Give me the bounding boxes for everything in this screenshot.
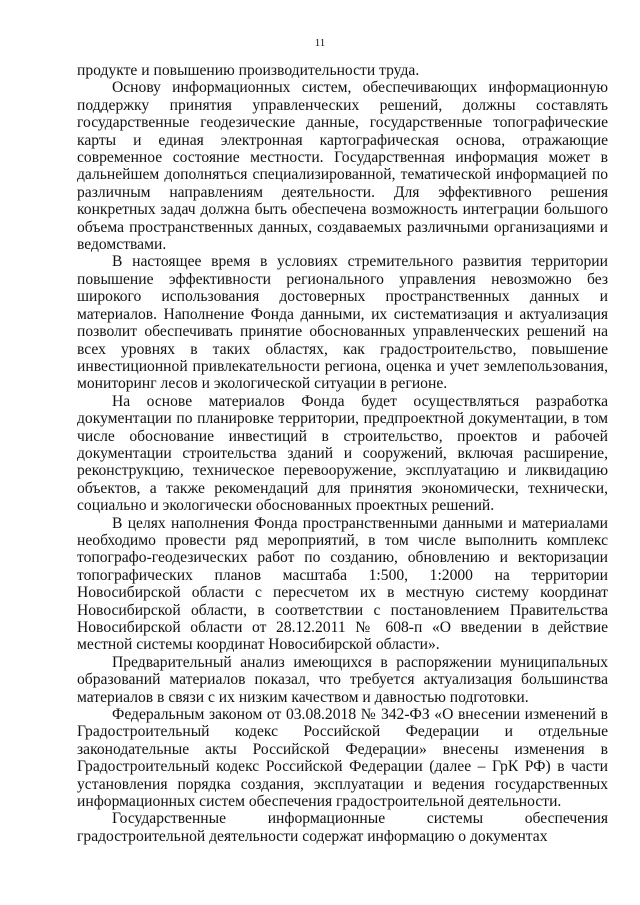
paragraph-state-info-systems: Государственные информационные системы обеспечения градостроительной деятельности содержат информацию о документах (77, 810, 608, 845)
paragraph-information-systems: Основу информационных систем, обеспечивающих информационную поддержку принятия управленческих решений, должны составлять государственные геодезические данные, государственные топографические карты и единая электронная картографическая основа, отражающие современное состояние местности. Государственная информация может в дальнейшем дополняться специализированной, тематической информацией по различным направлениям деятельности. Для эффективного решения конкретных задач должна быть обеспечена возможность интеграции большого объема пространственных данных, создаваемых различными организациями и ведомствами. (77, 79, 608, 254)
paragraph-topographic-works: В целях наполнения Фонда пространственными данными и материалами необходимо провести ряд мероприятий, в том числе выполнить комплекс топографо-геодезических работ по созданию, обновлению и векторизации топографических планов масштаба 1:500, 1:2000 на территории Новосибирской области с пересчетом их в местную систему координат Новосибирской области, в соответствии с постановлением Правительства Новосибирской области от 28.12.2011 № 608-п «О введении в действие местной системы координат Новосибирской области». (77, 514, 608, 654)
paragraph-fund-materials: На основе материалов Фонда будет осуществляться разработка документации по планировке территории, предпроектной документации, в том числе обоснование инвестиций в строительство, проектов и рабочей документации строительства зданий и сооружений, включая расширение, реконструкцию, техническое перевооружение, эксплуатацию и ликвидацию объектов, а также рекомендаций для принятия экономически, технически, социально и экологически обоснованных проектных решений. (77, 392, 608, 515)
page-number: 11 (314, 37, 326, 49)
paragraph-continuation: продукте и повышению производительности труда. (77, 62, 420, 79)
paragraph-regional-management: В настоящее время в условиях стремительного развития территории повышение эффективности регионального управления невозможно без широкого использования достоверных пространственных данных и материалов. Наполнение Фонда данными, их систематизация и актуализация позволит обеспечивать принятие обоснованных управленческих решений на всех уровнях в таких областях, как градостроительство, повышение инвестиционной привлекательности региона, оценка и учет землепользования, мониторинг лесов и экологической ситуации в регионе. (77, 253, 608, 393)
paragraph-federal-law: Федеральным законом от 03.08.2018 № 342-ФЗ «О внесении изменений в Градостроительный кодекс Российской Федерации и отдельные законодательные акты Российской Федерации» внесены изменения в Градостроительный кодекс Российской Федерации (далее – ГрК РФ) в части установления порядка создания, эксплуатации и ведения государственных информационных систем обеспечения градостроительной деятельности. (77, 706, 608, 811)
paragraph-preliminary-analysis: Предварительный анализ имеющихся в распоряжении муниципальных образований материалов показал, что требуется актуализация большинства материалов в связи с их низким качеством и давностью подготовки. (77, 653, 608, 706)
document-body (77, 62, 608, 845)
